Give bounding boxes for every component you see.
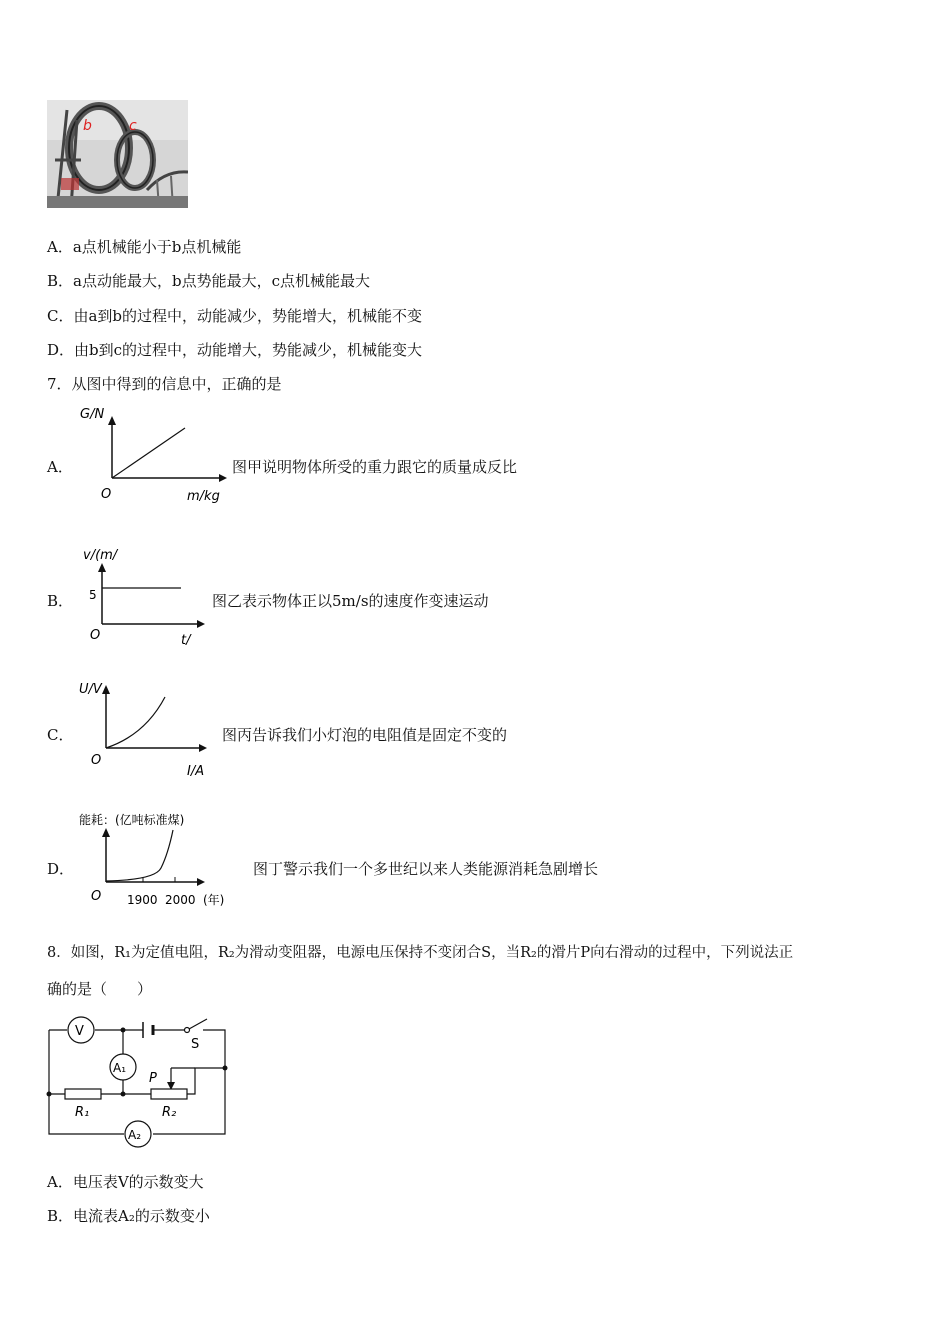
voltmeter-label: V xyxy=(75,1024,84,1039)
graph-c-origin: O xyxy=(91,753,102,768)
switch-label: S xyxy=(191,1037,200,1052)
graph-d-energy-consumption xyxy=(75,808,255,910)
graph-c-voltage-vs-current xyxy=(75,675,225,785)
graph-d-xlabel: (年) xyxy=(203,893,225,907)
graph-d-tick2-label: 2000 xyxy=(165,893,196,907)
ammeter-a1-label: A₁ xyxy=(113,1061,127,1075)
junction-middle xyxy=(121,1092,126,1097)
resistor-r2 xyxy=(151,1089,187,1099)
junction-left xyxy=(47,1092,52,1097)
q6-option-b: B．a点动能最大，b点势能最大，c点机械能最大 xyxy=(47,272,370,290)
q6-option-a: A．a点机械能小于b点机械能 xyxy=(47,238,242,256)
graph-d-origin: O xyxy=(91,889,102,904)
graph-d-y-arrow xyxy=(102,828,110,837)
q7-stem: 7．从图中得到的信息中，正确的是 xyxy=(47,375,282,393)
graph-c-x-arrow xyxy=(199,744,207,752)
q7-option-b-letter: B． xyxy=(47,592,74,610)
q8-stem-line2: 确的是（ ） xyxy=(47,980,153,998)
point-b-label: b xyxy=(83,118,92,134)
graph-a-x-arrow xyxy=(219,474,227,482)
q8-option-a: A．电压表V的示数变大 xyxy=(47,1173,204,1191)
graph-b-yvalue: 5 xyxy=(89,588,97,602)
point-c-label: c xyxy=(129,118,137,134)
graph-a-xlabel: m/kg xyxy=(187,489,220,504)
graph-b-velocity-vs-time xyxy=(75,543,215,651)
roller-coaster-photo xyxy=(47,100,188,208)
graph-a-origin: O xyxy=(101,487,112,502)
q7-option-d-desc: 图丁警示我们一个多世纪以来人类能源消耗急剧增长 xyxy=(253,860,599,878)
graph-b-x-arrow xyxy=(197,620,205,628)
graph-b-ylabel: v/(m/ xyxy=(83,548,118,563)
q7-option-c-desc: 图丙告诉我们小灯泡的电阻值是固定不变的 xyxy=(222,726,508,744)
ammeter-a2-label: A₂ xyxy=(128,1128,142,1142)
graph-d-tick1-label: 1900 xyxy=(127,893,158,907)
slider-p-label: P xyxy=(149,1071,157,1086)
graph-b-xlabel: t/ xyxy=(181,633,191,648)
graph-a-line xyxy=(112,428,185,478)
resistor-r2-label: R₂ xyxy=(162,1105,177,1120)
resistor-r1 xyxy=(65,1089,101,1099)
resistor-r1-label: R₁ xyxy=(75,1105,90,1120)
q8-circuit-diagram xyxy=(45,1012,235,1152)
graph-a-y-arrow xyxy=(108,416,116,425)
graph-a-ylabel: G/N xyxy=(80,407,105,422)
switch-blade xyxy=(189,1019,207,1029)
graph-c-ylabel: U/V xyxy=(79,682,102,697)
graph-b-y-arrow xyxy=(98,563,106,572)
q6-option-d: D．由b到c的过程中，动能增大，势能减少，机械能变大 xyxy=(47,341,423,359)
q7-option-d-letter: D． xyxy=(47,860,75,878)
graph-c-xlabel: I/A xyxy=(187,764,205,779)
graph-d-curve xyxy=(106,830,173,881)
q7-option-a-desc: 图甲说明物体所受的重力跟它的质量成反比 xyxy=(232,458,518,476)
graph-a-gravity-vs-mass xyxy=(75,400,235,510)
junction-right xyxy=(223,1066,228,1071)
ground xyxy=(47,196,188,208)
q6-option-c: C．由a到b的过程中，动能减少，势能增大，机械能不变 xyxy=(47,307,423,325)
switch-pivot xyxy=(185,1028,190,1033)
graph-b-origin: O xyxy=(90,628,101,643)
graph-c-curve xyxy=(106,697,165,748)
q8-option-b: B．电流表A₂的示数变小 xyxy=(47,1207,210,1225)
junction-top xyxy=(121,1028,126,1033)
slider-p-wire xyxy=(171,1068,195,1084)
graph-d-ylabel: 能耗：(亿吨标准煤) xyxy=(79,813,185,827)
q8-stem-line1: 8．如图，R₁为定值电阻，R₂为滑动变阻器，电源电压保持不变闭合S，当R₂的滑片P向右滑动的过程中，下列说法正 xyxy=(47,945,794,961)
graph-c-y-arrow xyxy=(102,685,110,694)
q7-option-c-letter: C． xyxy=(47,726,74,744)
point-a-marker xyxy=(61,178,79,190)
q7-option-a-letter: A． xyxy=(47,458,73,476)
graph-d-x-arrow xyxy=(197,878,205,886)
q7-option-b-desc: 图乙表示物体正以5m/s的速度作变速运动 xyxy=(212,592,489,610)
